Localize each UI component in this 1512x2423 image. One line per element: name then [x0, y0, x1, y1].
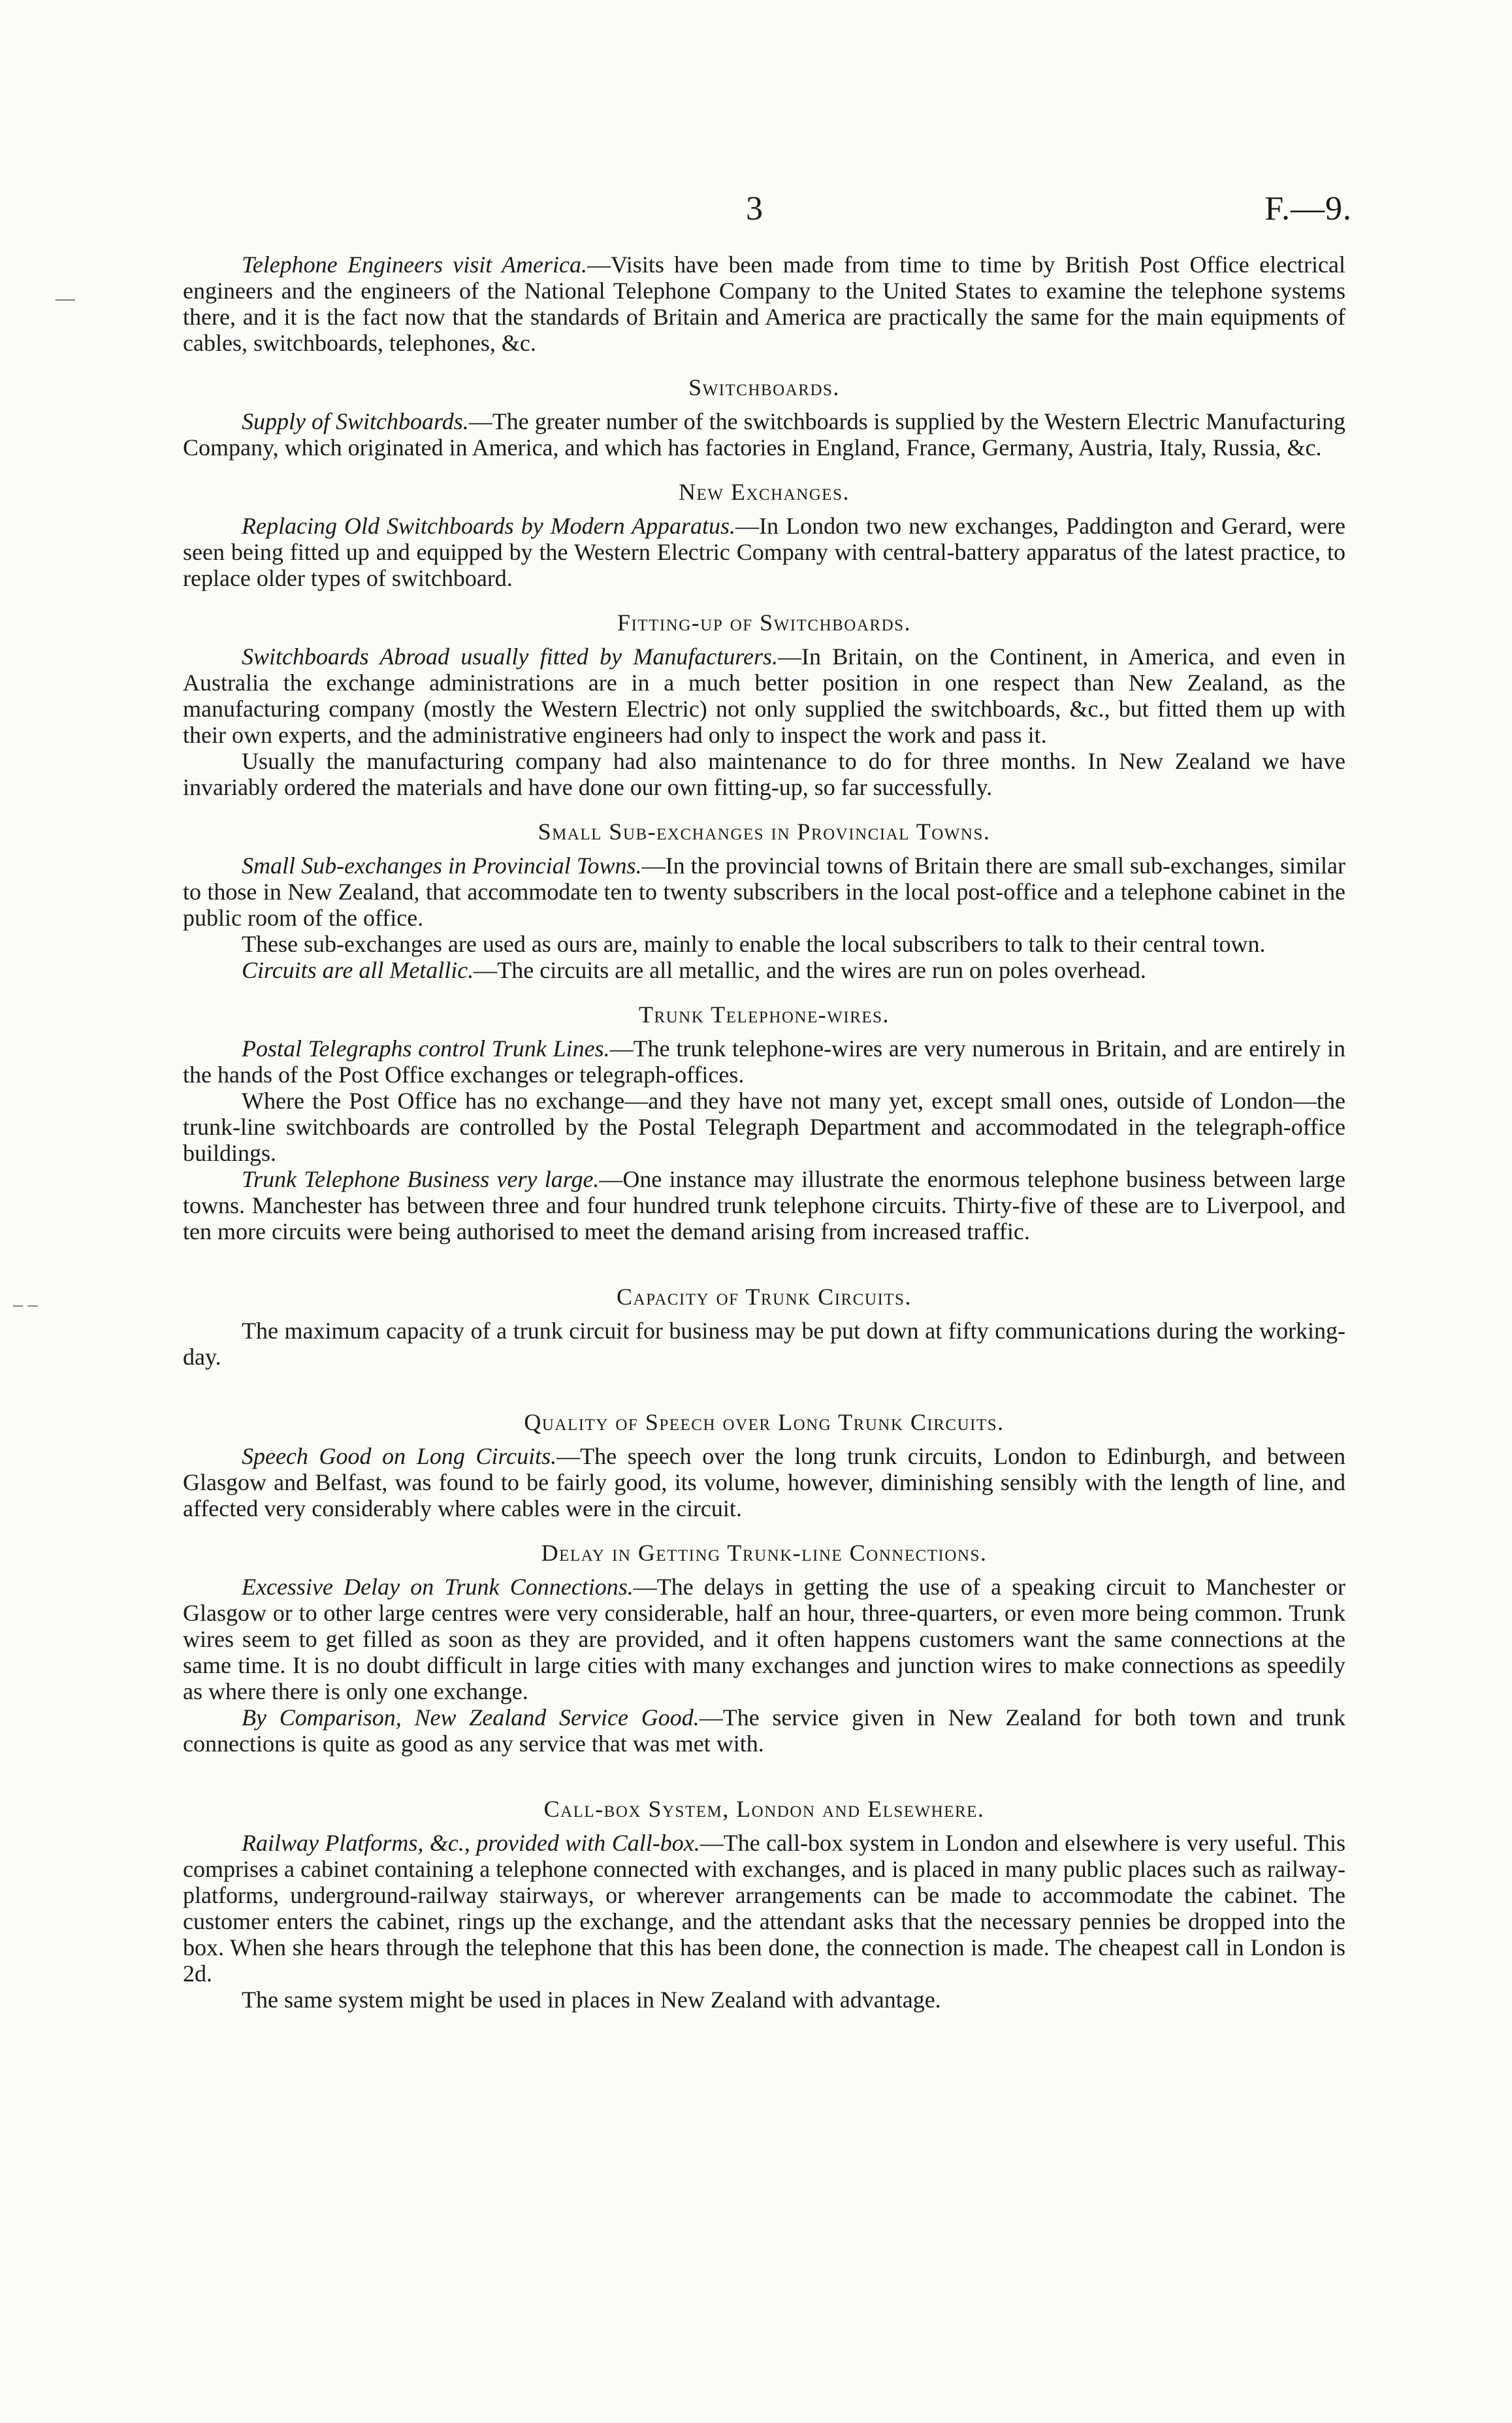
paragraph [183, 1035, 1345, 1088]
paragraph [183, 643, 1345, 748]
paragraph-lead: Circuits are all Metallic. [242, 957, 474, 983]
paragraph-text: —The service given in New Zealand for both town and trunk connections is quite as good as any service that was met with. [183, 1704, 1345, 1757]
section-heading: Quality of Speech over Long Trunk Circuits. [524, 1409, 1005, 1435]
paragraph [183, 748, 1345, 800]
paragraph-lead: Small Sub-exchanges in Provincial Towns. [242, 853, 642, 879]
section-heading: Fitting-up of Switchboards. [617, 610, 912, 636]
paragraph-text: The maximum capacity of a trunk circuit for business may be put down at fifty communications during the working-day. [183, 1318, 1345, 1370]
section-heading: Small Sub-exchanges in Provincial Towns. [538, 819, 991, 845]
section-heading: Trunk Telephone-wires. [638, 1001, 890, 1028]
paragraph [183, 1318, 1345, 1370]
paragraph-lead: Trunk Telephone Business very large. [242, 1166, 600, 1192]
section-heading: Call-box System, London and Elsewhere. [543, 1796, 985, 1822]
paragraph [183, 513, 1345, 591]
paragraph [183, 408, 1345, 461]
paragraph [183, 957, 1345, 983]
section-heading: Delay in Getting Trunk-line Connections. [541, 1540, 988, 1566]
paragraph-text: The same system might be used in places in New Zealand with advantage. [242, 1987, 941, 2013]
paragraph-lead: Replacing Old Switchboards by Modern Apparatus. [242, 513, 736, 539]
paragraph-text: —In the provincial towns of Britain there are small sub-exchanges, similar to those in New Zealand, that accommodate ten to twenty subscribers in the local post-office and a telephone cabinet in the public room of the office. [183, 853, 1345, 931]
paragraph [183, 1704, 1345, 1757]
paragraph-lead: Telephone Engineers visit America. [242, 252, 587, 278]
paragraph-lead: Speech Good on Long Circuits. [242, 1443, 557, 1469]
section-heading: Switchboards. [688, 374, 840, 400]
paragraph [183, 1574, 1345, 1704]
paragraph-lead: Railway Platforms, &c., provided with Call-box. [242, 1830, 700, 1856]
document-reference: F.—9. [1264, 190, 1352, 227]
paragraph [183, 853, 1345, 931]
paragraph-lead: Postal Telegraphs control Trunk Lines. [242, 1035, 610, 1062]
paragraph [183, 931, 1345, 957]
margin-mark: – – [13, 1293, 38, 1315]
paragraph-text: Where the Post Office has no exchange—and they have not many yet, except small ones, outside of London—the trunk-line switchboards are controlled by the Postal Telegraph Department and accommodated in the telegraph-office buildings. [183, 1088, 1345, 1166]
paragraph-text: —The circuits are all metallic, and the wires are run on poles overhead. [474, 957, 1146, 983]
paragraph-lead: By Comparison, New Zealand Service Good. [242, 1704, 700, 1731]
paragraph-text: —In Britain, on the Continent, in America, and even in Australia the exchange administrations are in a much better position in one respect than New Zealand, as the manufacturing company (mostly the Western Electric) not only supplied the switchboards, &c., but fitted them up with their own experts, and the administrative engineers had only to inspect the work and pass it. [183, 643, 1346, 748]
paragraph-text: These sub-exchanges are used as ours are, mainly to enable the local subscribers to talk to their central town. [242, 931, 1266, 957]
paragraph [183, 1443, 1345, 1521]
paragraph-text: —One instance may illustrate the enormous telephone business between large towns. Manchester has between three and four hundred trunk telephone circuits. Thirty-five of these are to Liverpool, and ten more circuits were being authorised to meet the demand arising from increased traffic. [183, 1166, 1345, 1244]
paragraph-text: Usually the manufacturing company had also maintenance to do for three months. In New Zealand we have invariably ordered the materials and have done our own fitting-up, so far successfully. [183, 748, 1345, 800]
margin-mark: — [56, 287, 75, 309]
paragraph-lead: Excessive Delay on Trunk Connections. [242, 1574, 634, 1600]
paragraph-text: —The greater number of the switchboards is supplied by the Western Electric Manufacturing Company, which originated in America, and which has factories in England, France, Germany, Austria, Italy, Russia, &c. [183, 408, 1345, 461]
paragraph [183, 1830, 1345, 1987]
paragraph-text: —The call-box system in London and elsewhere is very useful. This comprises a cabinet containing a telephone connected with exchanges, and is placed in many public places such as railway-platforms, underground-railway stairways, or wherever arrangements can be made to accommodate the cabinet. The customer enters the cabinet, rings up the exchange, and the attendant asks that the necessary pennies be dropped into the box. When she hears through the telephone that this has been done, the connection is made. The cheapest call in London is 2d. [183, 1830, 1345, 1987]
paragraph-lead: Switchboards Abroad usually fitted by Manufacturers. [242, 643, 779, 670]
paragraph [183, 1088, 1345, 1166]
section-heading: Capacity of Trunk Circuits. [617, 1284, 912, 1310]
document-body [183, 252, 1345, 2013]
paragraph-text: —The speech over the long trunk circuits, London to Edinburgh, and between Glasgow and Belfast, was found to be fairly good, its volume, however, diminishing sensibly with the length of line, and affected very considerably where cables were in the circuit. [183, 1443, 1345, 1521]
page-number: 3 [746, 190, 763, 227]
paragraph [183, 1166, 1345, 1244]
paragraph-text: —The trunk telephone-wires are very numerous in Britain, and are entirely in the hands of the Post Office exchanges or telegraph-offices. [183, 1035, 1345, 1088]
paragraph-text: —In London two new exchanges, Paddington and Gerard, were seen being fitted up and equipped by the Western Electric Company with central-battery apparatus of the latest practice, to replace older types of switchboard. [183, 513, 1345, 591]
section-heading: New Exchanges. [679, 479, 850, 505]
paragraph-lead: Supply of Switchboards. [242, 408, 469, 434]
paragraph [183, 252, 1345, 356]
paragraph-text: —Visits have been made from time to time by British Post Office electrical engineers and the engineers of the National Telephone Company to the United States to examine the telephone systems there, and it is the fact now that the standards of Britain and America are practically the same for the main equipments of cables, switchboards, telephones, &c. [183, 252, 1345, 356]
paragraph [183, 1987, 1345, 2013]
paragraph-text: —The delays in getting the use of a speaking circuit to Manchester or Glasgow or to other large centres were very considerable, half an hour, three-quarters, or even more being common. Trunk wires seem to get filled as soon as they are provided, and it often happens customers want the same connections at the same time. It is no doubt difficult in large cities with many exchanges and junction wires to make connections as speedily as where there is only one exchange. [183, 1574, 1345, 1704]
